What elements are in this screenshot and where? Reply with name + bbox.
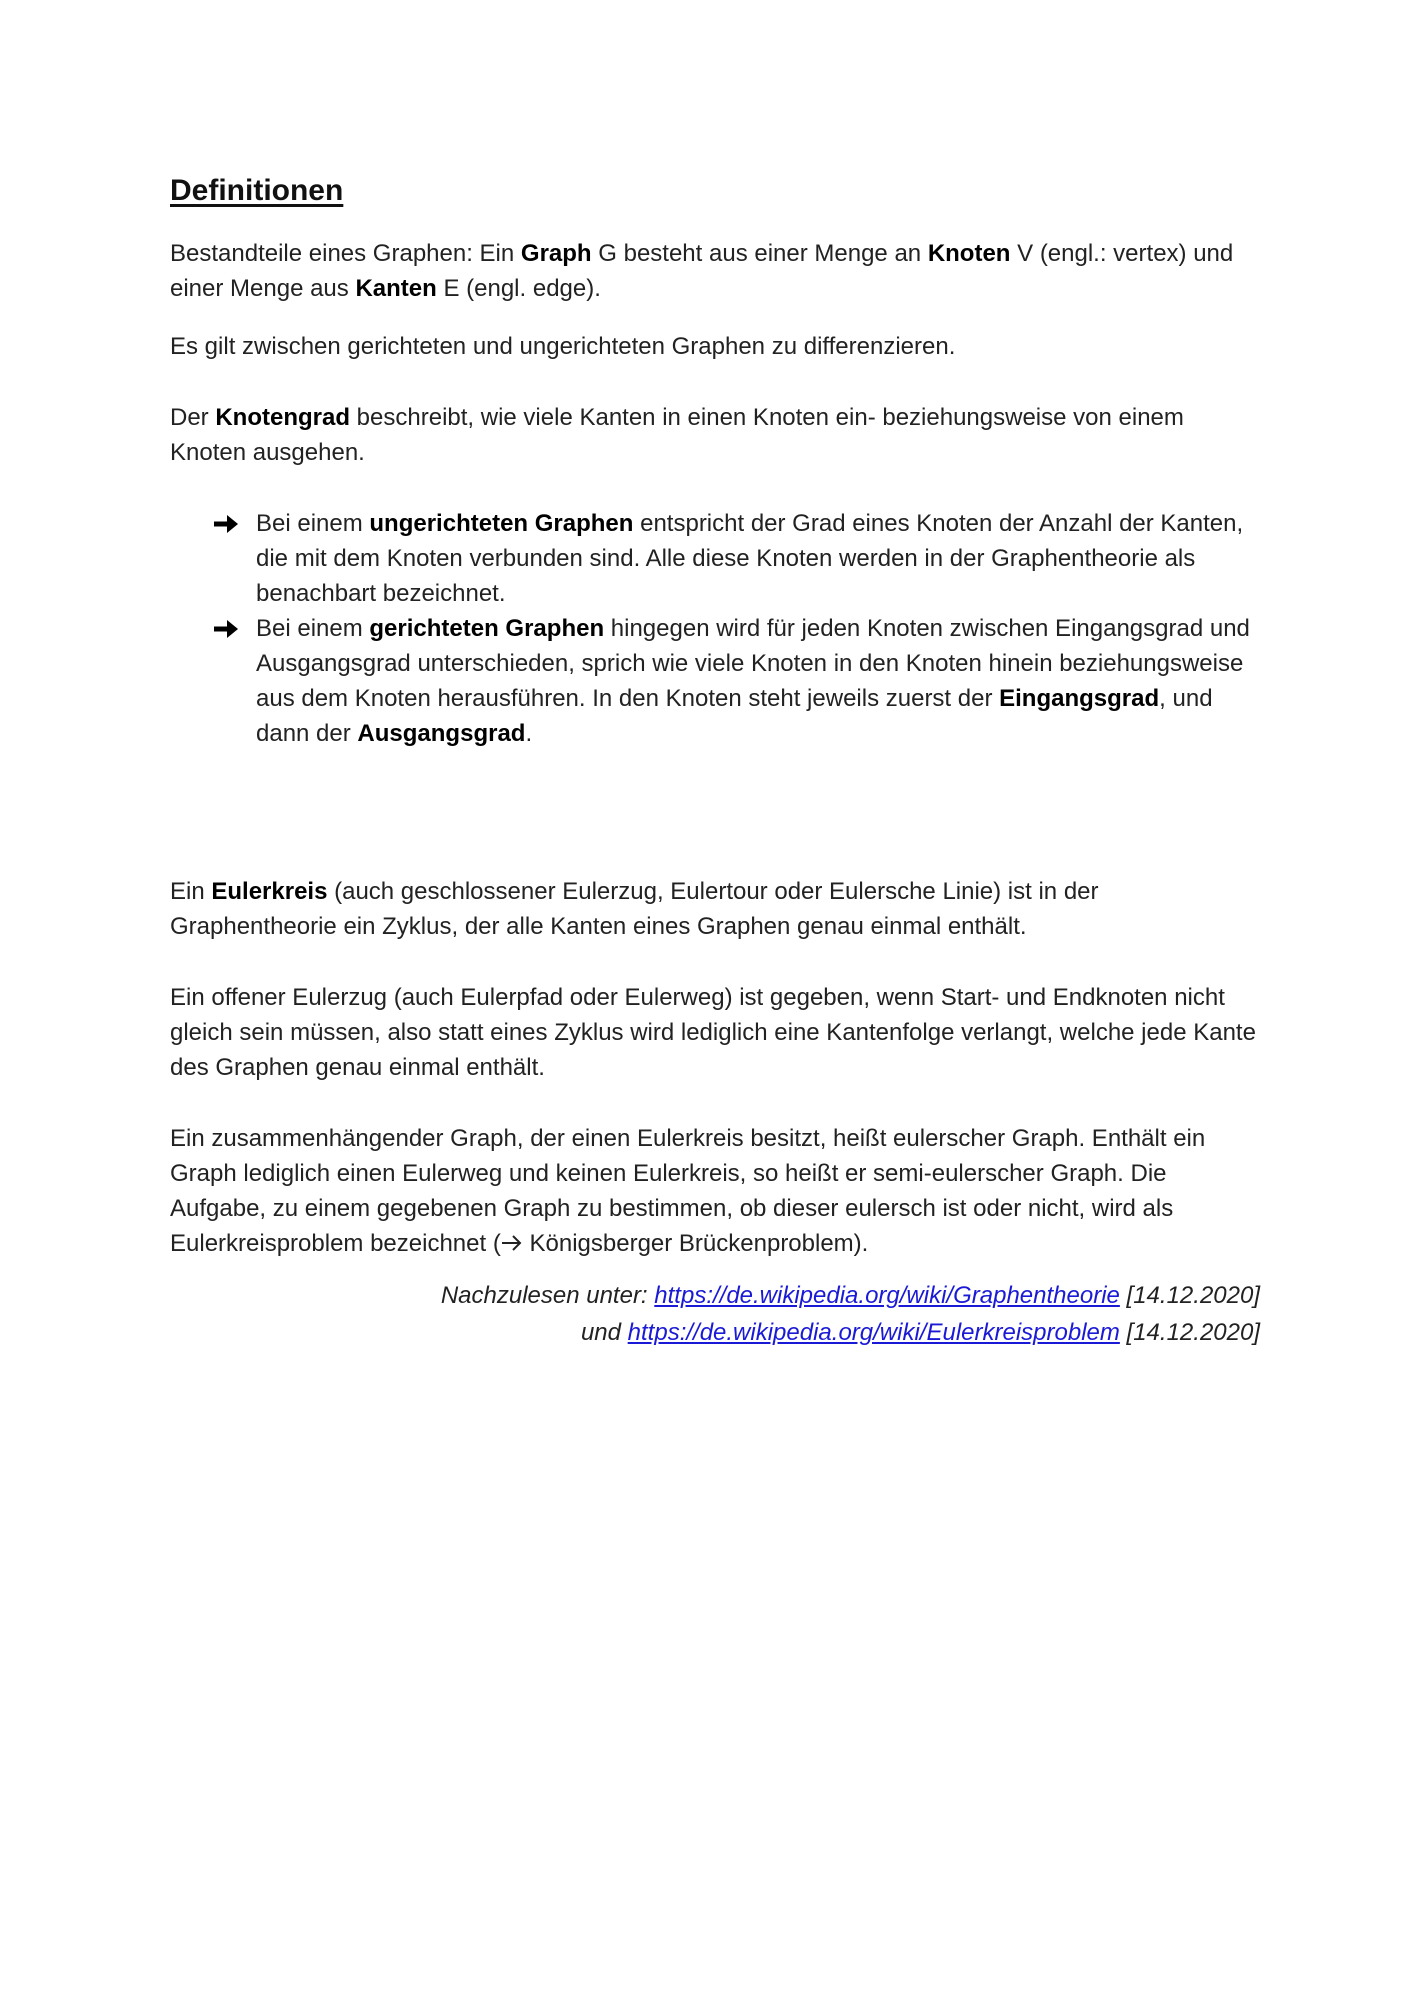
thin-right-arrow-icon	[501, 1234, 523, 1252]
term-knoten: Knoten	[927, 240, 1011, 267]
source-line-2: und https://de.wikipedia.org/wiki/Eulerkreisproblem [14.12.2020]	[580, 1319, 1260, 1346]
paragraph-knotengrad: Der Knotengrad beschreibt, wie viele Kanten in einen Knoten ein- beziehungsweise von einem Knoten ausgehen.	[170, 404, 1184, 466]
term-ungerichteten-graphen: ungerichteten Graphen	[369, 510, 634, 537]
list-item: Bei einem gerichteten Graphen hingegen wird für jeden Knoten zwischen Eingangsgrad und Ausgangsgrad unterschieden, sprich wie viele Knoten in den Knoten hinein beziehungsweise aus dem Knoten herausführen. In den Knoten steht jeweils zuerst der Eingangsgrad, und dann der Ausgangsgrad.	[170, 611, 1260, 751]
paragraph-eulerscher-graph: Ein zusammenhängender Graph, der einen Eulerkreis besitzt, heißt eulerscher Graph. Enthält ein Graph lediglich einen Eulerweg und keinen Eulerkreis, so heißt er semi-eulerscher Graph. Die Aufgabe, zu einem gegebenen Graph zu bestimmen, ob dieser eulersch ist oder nicht, wird als Eulerkreisproblem bezeichnet ( Königsberger Brückenproblem).	[170, 1125, 1206, 1257]
bullet-list	[170, 506, 1260, 751]
document-page	[170, 170, 1260, 1351]
paragraph-eulerkreis: Ein Eulerkreis (auch geschlossener Eulerzug, Eulertour oder Eulersche Linie) ist in der Graphentheorie ein Zyklus, der alle Kanten eines Graphen genau einmal enthält.	[170, 878, 1099, 940]
right-arrow-icon	[212, 611, 242, 646]
term-knotengrad: Knotengrad	[215, 404, 351, 431]
term-ausgangsgrad: Ausgangsgrad	[357, 720, 526, 747]
paragraph-eulerzug: Ein offener Eulerzug (auch Eulerpfad oder Eulerweg) ist gegeben, wenn Start- und Endknoten nicht gleich sein müssen, also statt eines Zyklus wird lediglich eine Kantenfolge verlangt, welche jede Kante des Graphen genau einmal enthält.	[170, 984, 1256, 1081]
list-item: Bei einem ungerichteten Graphen entspricht der Grad eines Knoten der Anzahl der Kanten, die mit dem Knoten verbunden sind. Alle diese Knoten werden in der Graphentheorie als benachbart bezeichnet.	[170, 506, 1260, 611]
right-arrow-icon	[212, 506, 242, 541]
source-citation	[170, 1277, 1260, 1351]
page-title: Definitionen	[170, 174, 344, 207]
paragraph-graph-definition: Bestandteile eines Graphen: Ein Graph G besteht aus einer Menge an Knoten V (engl.: vertex) und einer Menge aus Kanten E (engl. edge).	[170, 240, 1234, 302]
paragraph-directed-undirected: Es gilt zwischen gerichteten und ungerichteten Graphen zu differenzieren.	[170, 333, 956, 360]
link-eulerkreisproblem[interactable]: https://de.wikipedia.org/wiki/Eulerkreisproblem	[627, 1319, 1120, 1346]
term-eingangsgrad: Eingangsgrad	[999, 685, 1160, 712]
term-eulerkreis: Eulerkreis	[211, 878, 328, 905]
term-gerichteten-graphen: gerichteten Graphen	[369, 615, 605, 642]
source-line-1: Nachzulesen unter: https://de.wikipedia.org/wiki/Graphentheorie [14.12.2020]	[440, 1282, 1260, 1309]
link-graphentheorie[interactable]: https://de.wikipedia.org/wiki/Graphentheorie	[654, 1282, 1120, 1309]
term-graph: Graph	[520, 240, 592, 267]
term-kanten: Kanten	[355, 275, 437, 302]
